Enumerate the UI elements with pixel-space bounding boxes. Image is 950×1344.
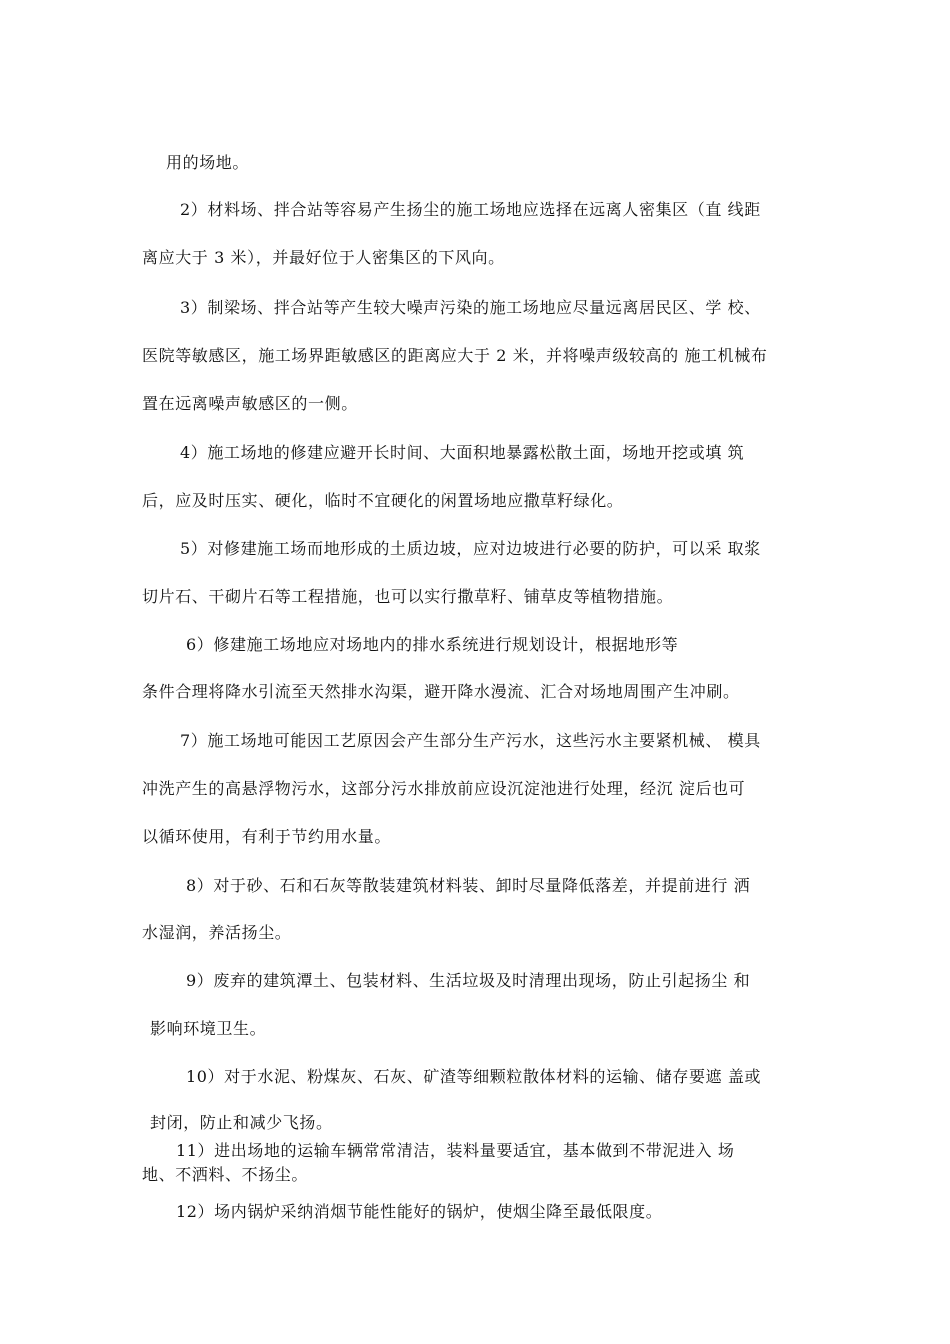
text-line: 9）废弃的建筑潭土、包装材料、生活垃圾及时清理出现场，防止引起扬尘 和 — [186, 971, 751, 990]
text-line: 冲洗产生的高悬浮物污水，这部分污水排放前应设沉淀池进行处理，经沉 淀后也可 — [142, 779, 746, 798]
text-line: 医院等敏感区，施工场界距敏感区的距离应大于 2 米，并将噪声级较高的 施工机械布 — [142, 346, 768, 365]
text-line: 切片石、干砌片石等工程措施，也可以实行撒草籽、铺草皮等植物措施。 — [142, 587, 674, 606]
text-line: 10）对于水泥、粉煤灰、石灰、矿渣等细颗粒散体材料的运输、储存要遮 盖或 — [186, 1067, 762, 1086]
text-line: 8）对于砂、石和石灰等散装建筑材料装、卸时尽量降低落差，并提前进行 洒 — [186, 876, 751, 895]
text-line: 封闭，防止和减少飞扬。 — [150, 1113, 333, 1132]
text-line: 5）对修建施工场而地形成的土质边坡，应对边坡进行必要的防护，可以采 取浆 — [180, 539, 761, 558]
text-line: 12）场内锅炉采纳消烟节能性能好的锅炉，使烟尘降至最低限度。 — [176, 1202, 663, 1221]
text-line: 3）制梁场、拌合站等产生较大噪声污染的施工场地应尽量远离居民区、学 校、 — [180, 298, 761, 317]
text-line: 4）施工场地的修建应避开长时间、大面积地暴露松散土面，场地开挖或填 筑 — [180, 443, 745, 462]
text-line: 置在远离噪声敏感区的一侧。 — [142, 394, 358, 413]
text-line: 水湿润，养活扬尘。 — [142, 923, 292, 942]
text-line: 7）施工场地可能因工艺原因会产生部分生产污水，这些污水主要紧机械、 模具 — [180, 731, 761, 750]
text-line: 后，应及时压实、硬化，临时不宜硬化的闲置场地应撒草籽绿化。 — [142, 491, 624, 510]
text-line: 影响环境卫生。 — [150, 1019, 267, 1038]
text-line: 11）进出场地的运输车辆常常清洁，装料量要适宜，基本做到不带泥进入 场 — [176, 1141, 735, 1160]
text-line: 2）材料场、拌合站等容易产生扬尘的施工场地应选择在远离人密集区（直 线距 — [180, 200, 761, 219]
text-line: 地、不洒料、不扬尘。 — [142, 1165, 309, 1184]
text-line: 条件合理将降水引流至天然排水沟渠，避开降水漫流、汇合对场地周围产生冲刷。 — [142, 682, 740, 701]
text-line: 离应大于 3 米），并最好位于人密集区的下风向。 — [142, 248, 505, 267]
text-line: 6）修建施工场地应对场地内的排水系统进行规划设计，根据地形等 — [186, 635, 679, 654]
text-line: 以循环使用，有利于节约用水量。 — [142, 827, 392, 846]
text-line: 用的场地。 — [166, 153, 250, 172]
